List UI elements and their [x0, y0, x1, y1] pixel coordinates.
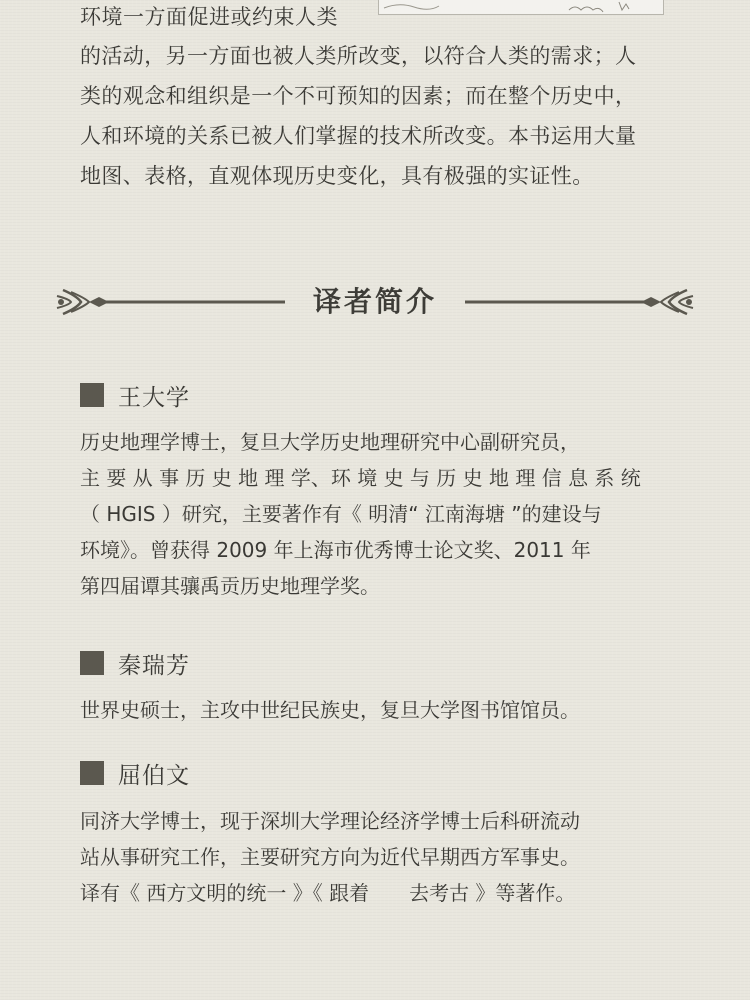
intro-line: 地图、表格，直观体现历史变化，具有极强的实证性。 [80, 164, 594, 188]
translator-heading [80, 380, 190, 410]
map-illustration-fragment [378, 0, 664, 15]
translator-bio [80, 692, 680, 728]
intro-paragraph [80, 36, 680, 196]
translator-name: 王大学 [118, 384, 190, 411]
bio-line: 主 要 从 事 历 史 地 理 学、环 境 史 与 历 史 地 理 信 息 系 统 [80, 466, 641, 490]
section-header [55, 276, 695, 326]
translator-heading [80, 758, 190, 788]
intro-line: 的活动，另一方面也被人类所改变，以符合人类的需求；人 [80, 44, 637, 68]
bio-line: 站从事研究工作，主要研究方向为近代早期西方军事史。 [80, 845, 580, 869]
bio-line: 译有《 西方文明的统一 》《 跟着 去考古 》等著作。 [80, 881, 576, 905]
translator-heading [80, 648, 190, 678]
translator-bio [80, 424, 680, 604]
translator-bio [80, 803, 680, 911]
bio-line: （ HGIS ）研究，主要著作有《 明清“ 江南海塘 ”的建设与 [80, 502, 602, 526]
bio-line: 环境》。曾获得 2009 年上海市优秀博士论文奖、2011 年 [80, 538, 591, 562]
bio-line: 同济大学博士，现于深圳大学理论经济学博士后科研流动 [80, 809, 580, 833]
square-bullet-icon [80, 383, 104, 407]
intro-line: 类的观念和组织是一个不可预知的因素；而在整个历史中， [80, 84, 637, 108]
intro-first-line: 环境一方面促进或约束人类 [80, 5, 338, 29]
translator-name: 屈伯文 [118, 762, 190, 789]
bio-line: 第四届谭其骧禹贡历史地理学奖。 [80, 574, 380, 598]
right-ornament-icon [465, 282, 695, 322]
bio-line: 历史地理学博士，复旦大学历史地理研究中心副研究员， [80, 430, 580, 454]
section-title: 译者简介 [312, 285, 437, 318]
square-bullet-icon [80, 651, 104, 675]
bio-line: 世界史硕士，主攻中世纪民族史，复旦大学图书馆馆员。 [80, 698, 580, 722]
translator-name: 秦瑞芳 [118, 652, 190, 679]
intro-line: 人和环境的关系已被人们掌握的技术所改变。本书运用大量 [80, 124, 637, 148]
square-bullet-icon [80, 761, 104, 785]
